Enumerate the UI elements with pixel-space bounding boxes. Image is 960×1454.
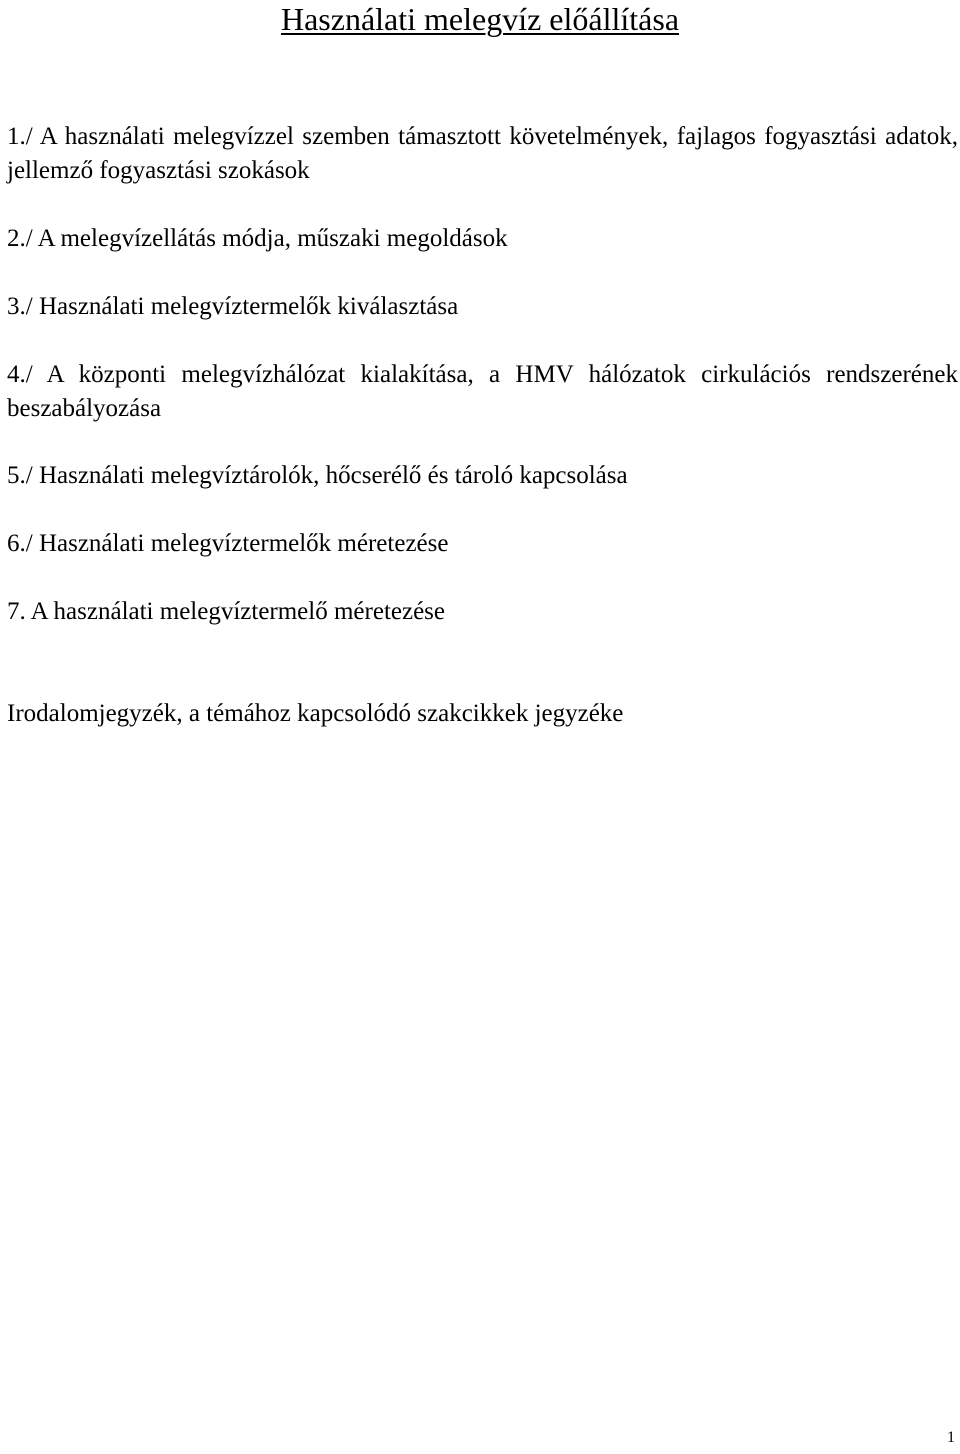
list-item: 3./ Használati melegvíztermelők kiválasztása (7, 293, 459, 320)
list-item: 7. A használati melegvíztermelő méretezése (7, 598, 446, 625)
page-number: 1 (947, 1429, 955, 1446)
page-title (0, 0, 960, 38)
list-item: 5./ Használati melegvíztárolók, hőcserélő és tároló kapcsolása (7, 462, 628, 489)
page-title-text: Használati melegvíz előállítása (280, 1, 680, 37)
list-item: 4./ A központi melegvízhálózat kialakítása, a HMV hálózatok cirkulációs rendszerének beszabályozása (7, 361, 958, 422)
bibliography-heading: Irodalomjegyzék, a témához kapcsolódó szakcikkek jegyzéke (7, 700, 624, 727)
list-item: 6./ Használati melegvíztermelők méretezése (7, 530, 449, 557)
list-item: 1./ A használati melegvízzel szemben támasztott követelmények, fajlagos fogyasztási adatok, jellemző fogyasztási szokások (7, 123, 958, 184)
list-item: 2./ A melegvízellátás módja, műszaki megoldások (7, 225, 508, 252)
